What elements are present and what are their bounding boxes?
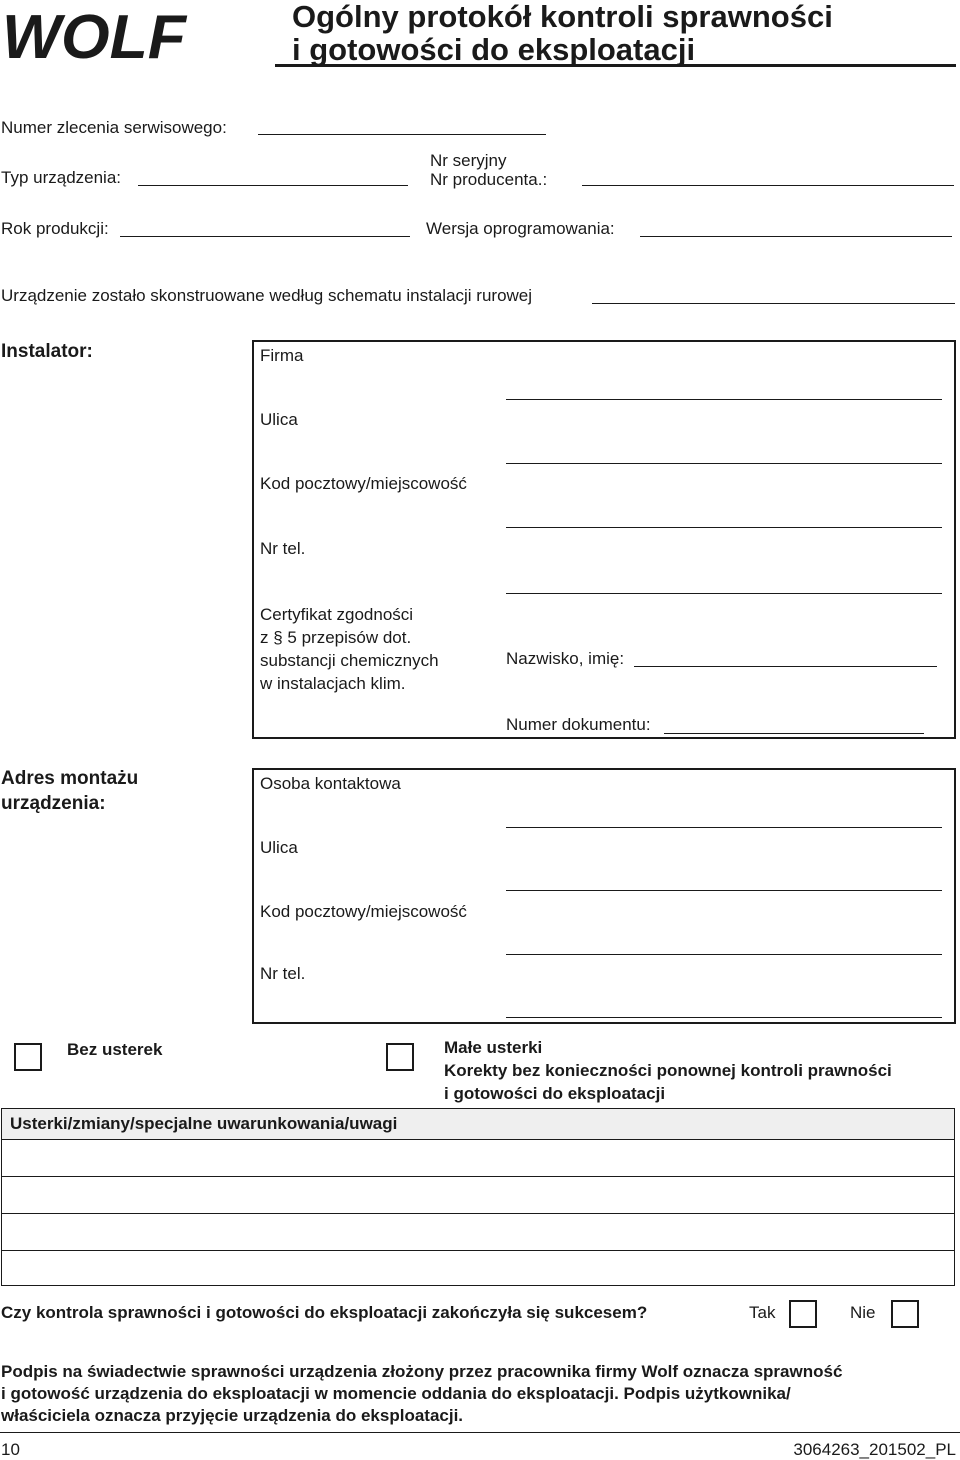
installation-address-box [252, 768, 956, 1024]
software-version-label: Wersja oprogramowania: [426, 219, 615, 238]
minor-defects-line-2: Korekty bez konieczności ponownej kontroli prawności [444, 1061, 892, 1080]
header-rule [275, 64, 956, 67]
minor-defects-line-3: i gotowości do eksploatacji [444, 1084, 666, 1103]
page-number: 10 [1, 1440, 20, 1459]
installer-phone-field[interactable] [506, 593, 942, 594]
document-number-label: Numer dokumentu: [506, 715, 651, 734]
schema-field[interactable] [592, 303, 955, 304]
document-code: 3064263_201502_PL [793, 1440, 956, 1459]
installer-street-field[interactable] [506, 463, 942, 464]
minor-defects-checkbox[interactable] [386, 1043, 414, 1071]
footer-rule [0, 1432, 960, 1433]
serial-label-line-1: Nr seryjny [430, 151, 507, 170]
surname-name-label: Nazwisko, imię: [506, 649, 625, 668]
remarks-row[interactable] [2, 1214, 954, 1251]
remarks-row[interactable] [2, 1251, 954, 1287]
serial-label-line-2: Nr producenta.: [430, 170, 548, 189]
certificate-line-4: w instalacjach klim. [260, 674, 406, 693]
signature-note-line-3: właściciela oznacza przyjęcie urządzenia do eksploatacji. [1, 1406, 464, 1425]
device-type-field[interactable] [138, 185, 408, 186]
no-defects-label: Bez usterek [67, 1040, 163, 1059]
service-order-field[interactable] [258, 134, 546, 135]
serial-number-label [430, 151, 547, 189]
signature-note-line-2: i gotowość urządzenia do eksploatacji w momencie oddania do eksploatacji. Podpis użytkownika/ [1, 1384, 791, 1403]
device-type-label: Typ urządzenia: [1, 168, 122, 187]
success-question: Czy kontrola sprawności i gotowości do eksploatacji zakończyła się sukcesem? [1, 1303, 648, 1322]
installer-postal-label: Kod pocztowy/miejscowość [260, 474, 467, 493]
wolf-logo-text: WOLF [2, 4, 189, 64]
certificate-line-3: substancji chemicznych [260, 651, 439, 670]
minor-defects-label [444, 1036, 892, 1105]
installer-phone-label: Nr tel. [260, 539, 306, 558]
remarks-header [2, 1109, 954, 1140]
certificate-line-1: Certyfikat zgodności [260, 605, 414, 624]
address-postal-field[interactable] [506, 954, 942, 955]
production-year-field[interactable] [120, 236, 410, 237]
surname-name-field[interactable] [634, 666, 937, 667]
page-title [292, 0, 833, 66]
serial-number-field[interactable] [582, 185, 954, 186]
title-line-1: Ogólny protokół kontroli sprawności [292, 0, 833, 34]
software-version-field[interactable] [640, 236, 952, 237]
title-line-2: i gotowości do eksploatacji [292, 32, 696, 67]
installation-address-line-2: urządzenia: [1, 793, 106, 814]
signature-note-line-1: Podpis na świadectwie sprawności urządzenia złożony przez pracownika firmy Wolf oznacza sprawność [1, 1362, 843, 1381]
minor-defects-line-1: Małe usterki [444, 1038, 543, 1057]
remarks-row[interactable] [2, 1177, 954, 1214]
installer-company-label: Firma [260, 346, 304, 365]
address-postal-label: Kod pocztowy/miejscowość [260, 902, 467, 921]
no-defects-checkbox[interactable] [14, 1043, 42, 1071]
production-year-label: Rok produkcji: [1, 219, 109, 238]
remarks-row[interactable] [2, 1140, 954, 1177]
installer-street-label: Ulica [260, 410, 298, 429]
contact-person-label: Osoba kontaktowa [260, 774, 401, 793]
installation-address-label [1, 766, 138, 816]
schema-label: Urządzenie zostało skonstruowane według schematu instalacji rurowej [1, 286, 533, 305]
installation-address-line-1: Adres montażu [1, 768, 139, 789]
address-phone-label: Nr tel. [260, 964, 306, 983]
service-order-label: Numer zlecenia serwisowego: [1, 118, 227, 137]
success-no-checkbox[interactable] [891, 1300, 919, 1328]
remarks-table [1, 1108, 955, 1286]
installer-certificate-label [260, 603, 439, 695]
document-number-field[interactable] [664, 733, 924, 734]
address-street-field[interactable] [506, 890, 942, 891]
success-yes-label: Tak [749, 1303, 776, 1322]
certificate-line-2: z § 5 przepisów dot. [260, 628, 412, 647]
remarks-header-text: Usterki/zmiany/specjalne uwarunkowania/uwagi [10, 1114, 398, 1133]
wolf-logo [0, 4, 190, 64]
signature-note [1, 1361, 842, 1427]
contact-person-field[interactable] [506, 827, 942, 828]
installer-postal-field[interactable] [506, 527, 942, 528]
installer-company-field[interactable] [506, 399, 942, 400]
address-street-label: Ulica [260, 838, 298, 857]
installer-label: Instalator: [1, 341, 93, 362]
success-yes-checkbox[interactable] [789, 1300, 817, 1328]
success-no-label: Nie [850, 1303, 876, 1322]
address-phone-field[interactable] [506, 1017, 942, 1018]
